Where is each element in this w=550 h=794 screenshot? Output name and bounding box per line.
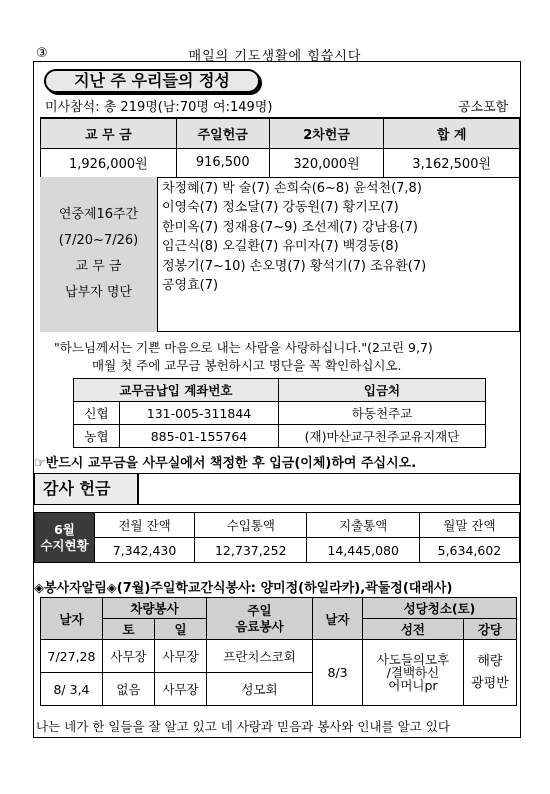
finance-header: 월말 잔액	[419, 513, 519, 538]
offering-col-header: 교 무 금	[41, 118, 177, 148]
offering-col-header: 합 계	[384, 118, 520, 148]
sanctuary-header: 성전	[363, 619, 464, 640]
donor-names	[162, 179, 426, 295]
page-number: ③	[36, 46, 48, 61]
finance-header: 수입통액	[195, 513, 307, 538]
finance-header: 전월 잔액	[95, 513, 195, 538]
vol-sat: 없음	[103, 673, 155, 706]
date-header: 날자	[41, 598, 103, 640]
donor-line: 임근식(8) 오길환(7) 유미자(7) 백경동(8)	[162, 239, 399, 255]
finance-value: 14,445,080	[307, 538, 419, 563]
sun-header: 일	[155, 619, 207, 640]
mass-attendance: 미사참석: 총 219명(남:70명 여:149명)	[45, 100, 273, 115]
recipient-header: 입금처	[279, 379, 486, 402]
offering-col-header: 2차헌금	[269, 118, 384, 148]
vol-sun: 사무장	[155, 640, 207, 673]
finance-value: 12,737,252	[195, 538, 307, 563]
donor-line: 이영숙(7) 정소달(7) 강동원(7) 황기모(7)	[162, 200, 399, 216]
cleaning-header: 성당청소(토)	[363, 598, 517, 619]
account-header: 교무금납입 계좌번호	[74, 379, 279, 402]
vol-sun: 사무장	[155, 673, 207, 706]
finance-value: 5,634,602	[419, 538, 519, 563]
donor-label-line: 납부자 명단	[65, 285, 132, 300]
offering-value: 1,926,000원	[41, 148, 177, 177]
donor-line: 공영효(7)	[162, 278, 219, 294]
vol-drinks: 성모회	[207, 673, 313, 706]
thanks-offering-label: 감사 헌금	[35, 474, 139, 504]
clean-sanctuary: 사도들의모후 /결백하신 어머니pr	[363, 640, 464, 706]
sat-header: 토	[103, 619, 155, 640]
donor-line: 차정혜(7) 박 술(7) 손희숙(6~8) 윤석천(7,8)	[162, 181, 422, 196]
offering-value: 916,500	[176, 148, 269, 177]
vol-date: 7/27,28	[41, 640, 103, 673]
offering-reminder: 매월 첫 주에 교무금 봉헌하시고 명단을 꼭 확인하십시오.	[92, 358, 402, 373]
offering-value: 3,162,500원	[384, 148, 520, 177]
vol-date: 8/ 3,4	[41, 673, 103, 706]
finance-label	[35, 513, 95, 563]
finance-label-text: 수지현황	[40, 537, 89, 553]
header-title: 매일의 기도생활에 힘씁시다	[188, 49, 362, 64]
account-recipient: (재)마산교구천주교유지재단	[279, 425, 486, 448]
footer-verse: 나는 네가 한 일들을 잘 알고 있고 네 사랑과 믿음과 봉사와 인내를 알고 있다	[36, 719, 450, 734]
donor-line: 한미옥(7) 정재용(7~9) 조선제(7) 강남용(7)	[162, 219, 418, 235]
bank-name: 농협	[74, 425, 120, 448]
account-recipient: 하동천주교	[279, 402, 486, 425]
account-number: 885-01-155764	[120, 425, 279, 448]
volunteer-title: ◈봉사자알림◈(7월)주일학교간식봉사: 양미정(하일라카),곽둘정(대래사)	[34, 581, 453, 596]
offering-table	[40, 117, 520, 178]
finance-header: 지출통액	[307, 513, 419, 538]
donor-line: 정봉기(7~10) 손오명(7) 황석기(7) 조유환(7)	[162, 258, 427, 274]
clean-date-header: 날자	[313, 598, 363, 640]
vol-drinks: 프란치스코회	[207, 640, 313, 673]
finance-label-month: 6월	[54, 521, 75, 537]
donor-label-line: 교 무 금	[75, 259, 122, 274]
vehicle-header: 차량봉사	[103, 598, 207, 619]
donor-list-label	[40, 177, 158, 332]
scripture-quote: "하느님께서는 기쁜 마음으로 내는 사람을 사랑하십니다."(2고린 9,7)	[54, 340, 433, 355]
donor-label-line: 연중제16주간	[58, 207, 139, 222]
offering-value: 320,000원	[269, 148, 384, 177]
payment-warning: ☞반드시 교무금을 사무실에서 책정한 후 입금(이체)하여 주십시오.	[34, 456, 417, 471]
donor-label-line: (7/20~7/26)	[58, 233, 139, 248]
clean-date: 8/3	[313, 640, 363, 706]
offering-col-header: 주일헌금	[176, 118, 269, 148]
hall-header: 강당	[463, 619, 516, 640]
offering-section-title: 지난 주 우리들의 정성	[44, 69, 260, 93]
clean-hall: 해량 광평반	[463, 640, 516, 706]
vol-sat: 사무장	[103, 640, 155, 673]
attendance-note: 공소포함	[458, 100, 509, 115]
finance-value: 7,342,430	[95, 538, 195, 563]
volunteer-table	[40, 597, 517, 706]
bank-name: 신협	[74, 402, 120, 425]
drinks-header: 주일 음료봉사	[207, 598, 313, 640]
account-table	[73, 378, 486, 448]
account-number: 131-005-311844	[120, 402, 279, 425]
finance-table	[34, 512, 520, 563]
